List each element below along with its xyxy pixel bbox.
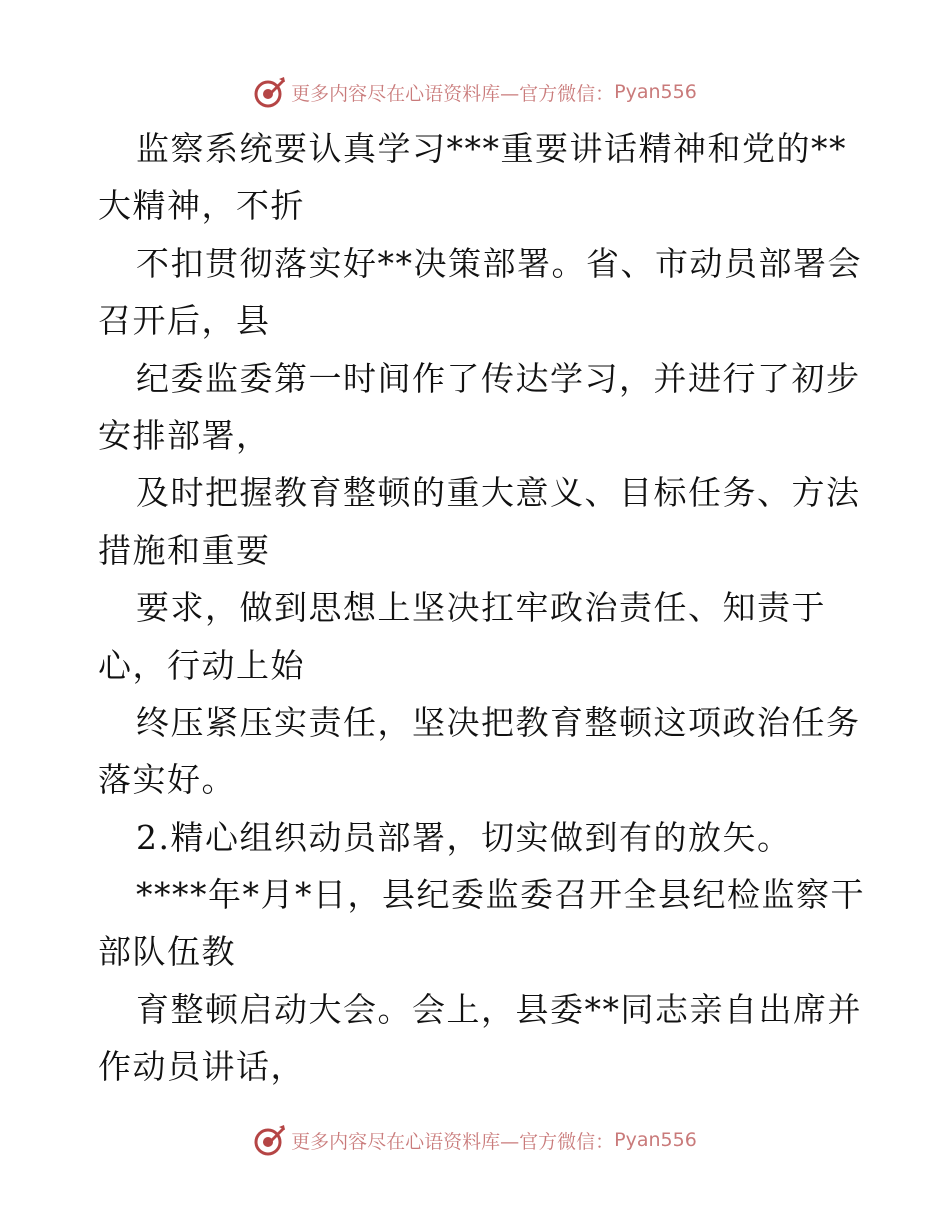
text-line: ****年*月*日，县纪委监委召开全县纪检监察干 xyxy=(136,875,865,915)
watermark-wechat-id: Pyan556 xyxy=(614,1129,697,1151)
text-line: 落实好。 xyxy=(98,760,236,800)
text-line: 不扣贯彻落实好**决策部署。省、市动员部署会 xyxy=(136,243,862,283)
text-line: 安排部署， xyxy=(98,415,271,455)
text-line: 作动员讲话， xyxy=(98,1047,305,1087)
quill-logo-icon xyxy=(253,1123,287,1157)
text-line: 大精神，不折 xyxy=(98,186,305,226)
document-body xyxy=(98,120,865,1096)
watermark-text: 更多内容尽在心语资料库—官方微信： xyxy=(291,82,615,105)
watermark-footer xyxy=(0,1120,950,1160)
text-line: 育整顿启动大会。会上，县委**同志亲自出席并 xyxy=(136,989,862,1029)
watermark-wechat-id: Pyan556 xyxy=(614,81,697,103)
text-line: 召开后，县 xyxy=(98,301,271,341)
text-line: 监察系统要认真学习***重要讲话精神和党的** xyxy=(136,129,847,168)
text-line: 及时把握教育整顿的重大意义、目标任务、方法 xyxy=(136,473,861,513)
text-line: 纪委监委第一时间作了传达学习，并进行了初步 xyxy=(136,358,861,398)
text-line: 要求，做到思想上坚决扛牢政治责任、知责于 xyxy=(136,588,826,628)
text-line: 终压紧压实责任，坚决把教育整顿这项政治任务 xyxy=(136,702,861,742)
text-line: 措施和重要 xyxy=(98,530,271,570)
watermark-text: 更多内容尽在心语资料库—官方微信： xyxy=(291,1130,615,1153)
text-line: 部队伍教 xyxy=(98,932,236,972)
watermark-header xyxy=(0,72,950,112)
text-line: 2.精心组织动员部署，切实做到有的放矢。 xyxy=(136,817,792,857)
text-line: 心，行动上始 xyxy=(98,645,305,685)
quill-logo-icon xyxy=(253,75,287,109)
